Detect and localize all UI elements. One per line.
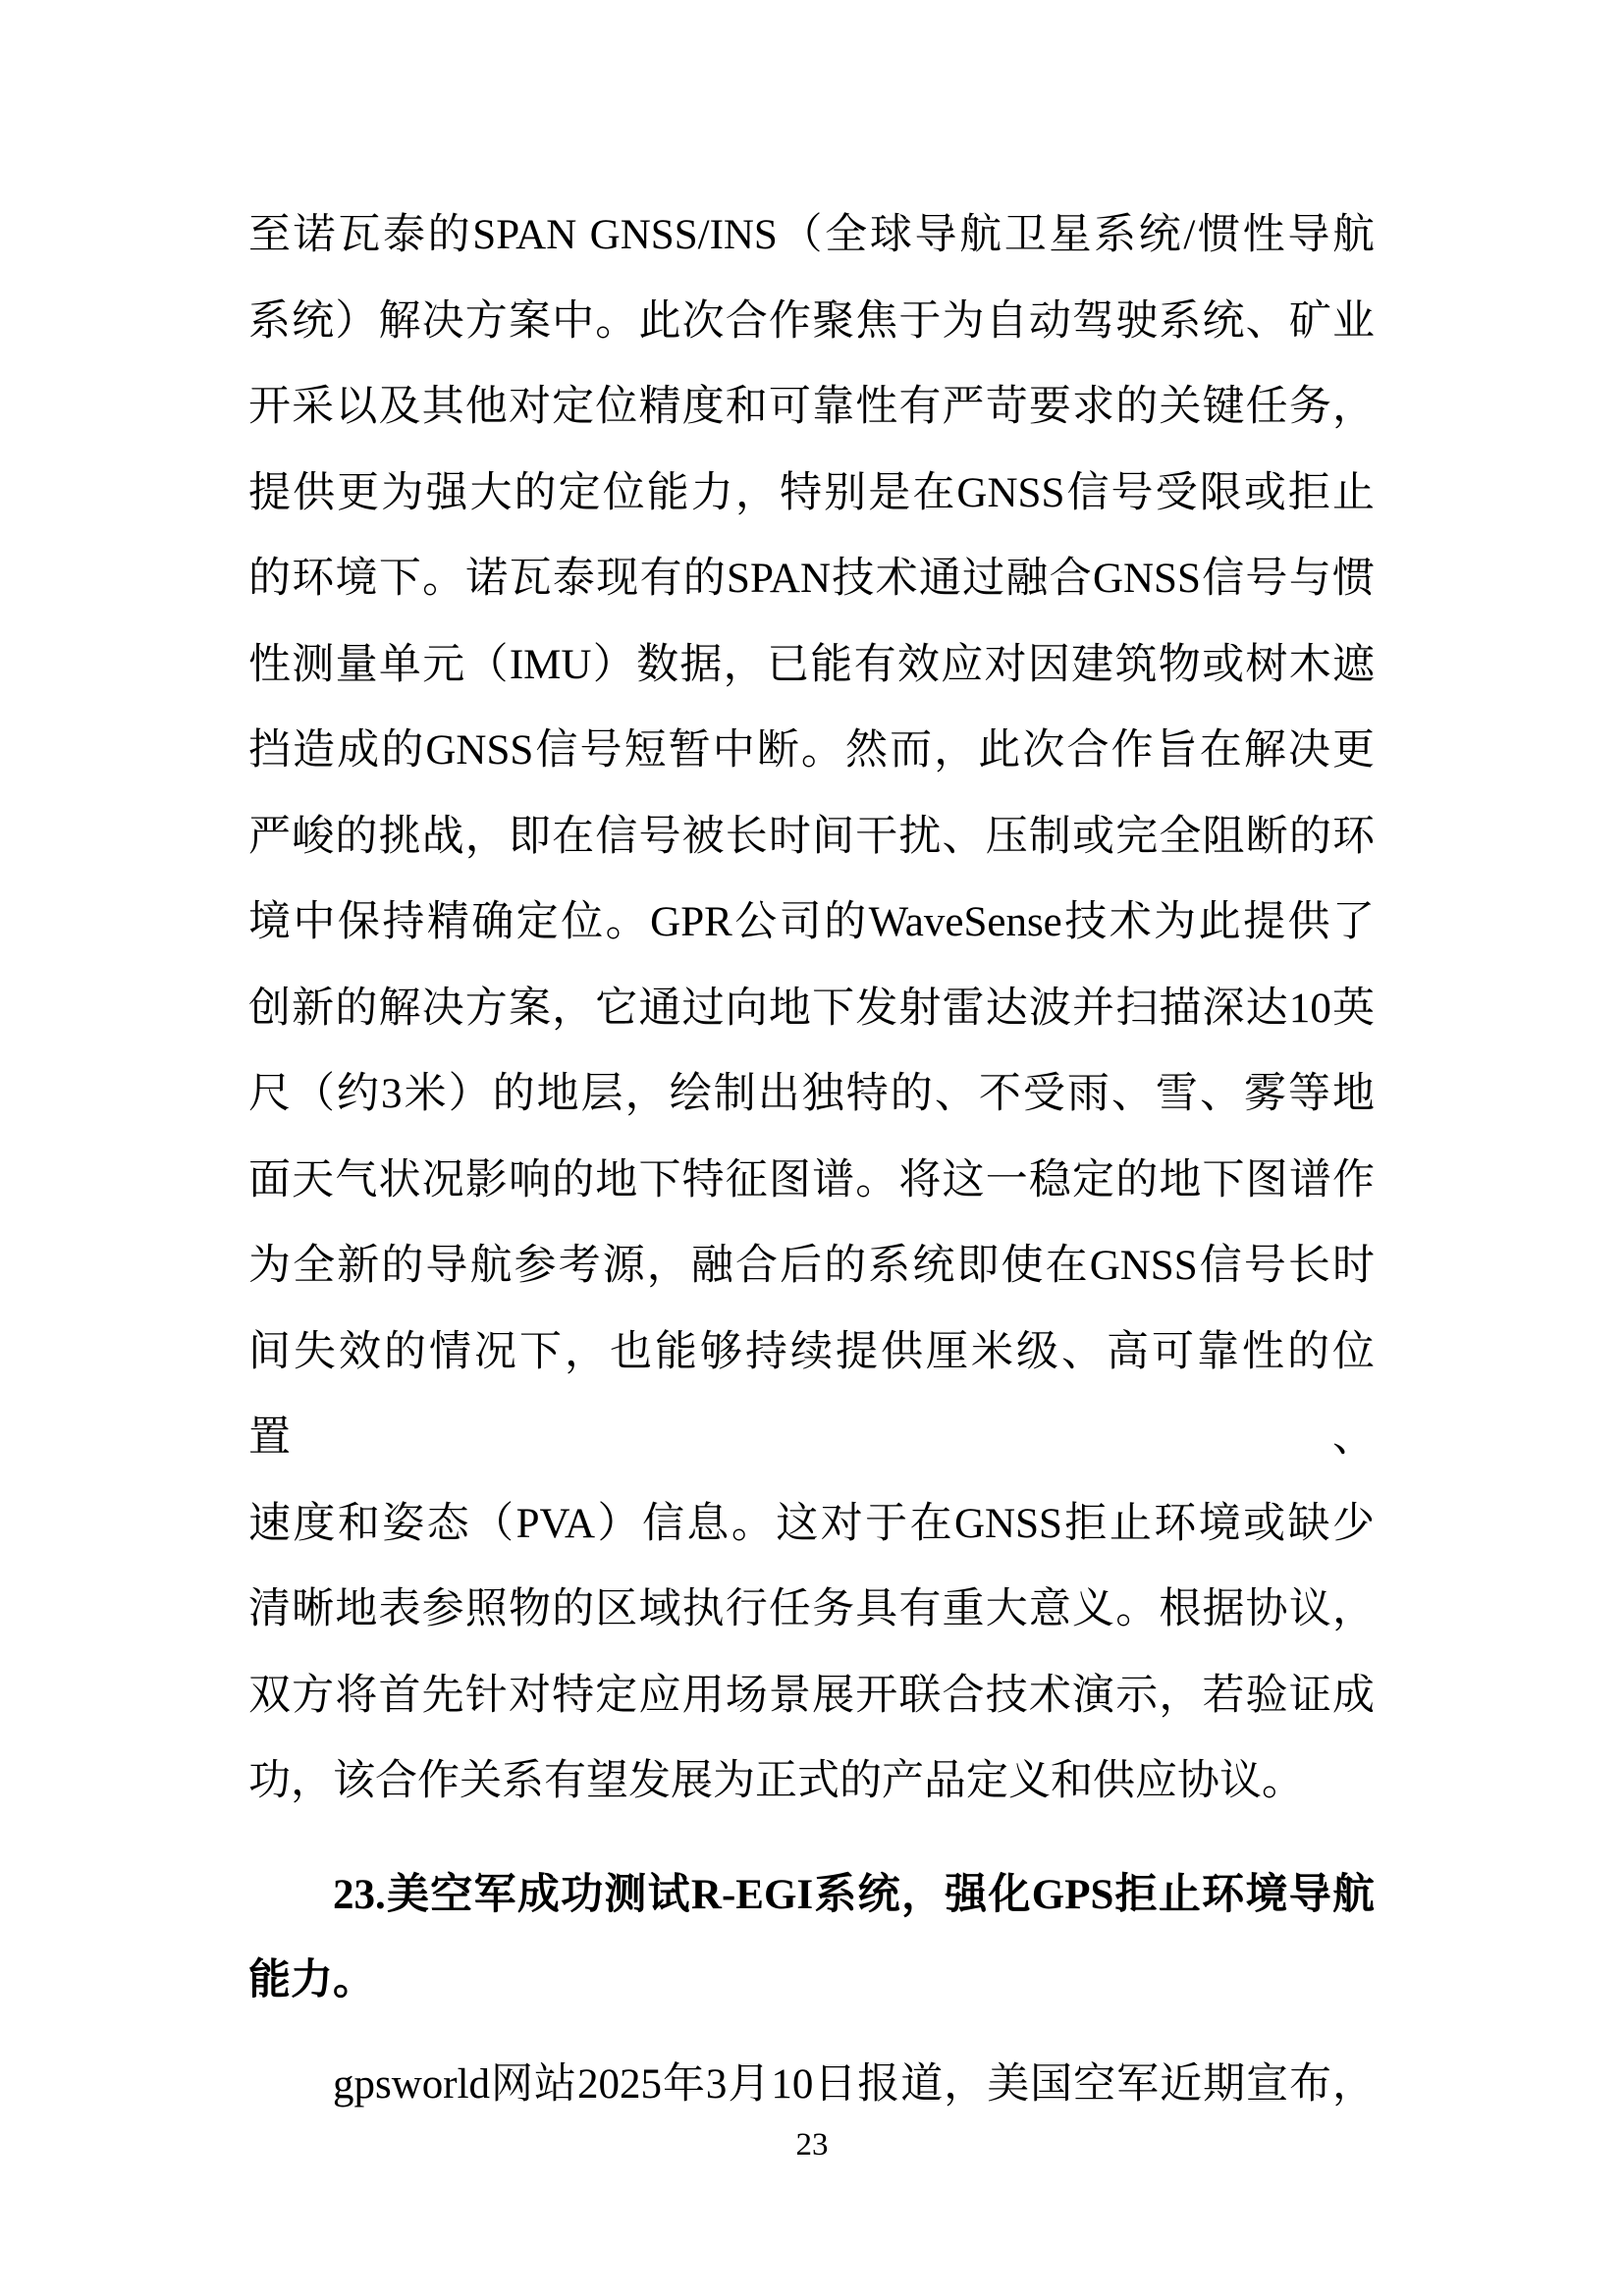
text-line: 挡造成的GNSS信号短暂中断。然而，此次合作旨在解决更 (248, 727, 1375, 774)
text-line: 双方将首先针对特定应用场景展开联合技术演示，若验证成 (248, 1672, 1375, 1719)
page-number: 23 (795, 2127, 829, 2163)
text-line: 性测量单元（IMU）数据，已能有效应对因建筑物或树木遮 (248, 641, 1375, 688)
text-line: 提供更为强大的定位能力，特别是在GNSS信号受限或拒止 (248, 469, 1375, 516)
text-line: 严峻的挑战，即在信号被长时间干扰、压制或完全阻断的环 (248, 813, 1375, 860)
text-line: gpsworld网站2025年3月10日报道，美国空军近期宣布， (333, 2060, 1375, 2108)
text-line: 清晰地表参照物的区域执行任务具有重大意义。根据协议， (248, 1586, 1375, 1632)
heading-line: 能力。 (248, 1957, 375, 2003)
text-line: 功，该合作关系有望发展为正式的产品定义和供应协议。 (248, 1758, 1304, 1804)
text-line: 境中保持精确定位。GPR公司的WaveSense技术为此提供了 (248, 899, 1375, 945)
paragraph-source (248, 2042, 1375, 2128)
text-line: 间失效的情况下，也能够持续提供厘米级、高可靠性的位置、 (248, 1328, 1375, 1461)
section-heading (248, 1852, 1375, 2024)
text-line: 至诺瓦泰的SPAN GNSS/INS（全球导航卫星系统/惯性导航 (248, 212, 1375, 258)
text-line: 面天气状况影响的地下特征图谱。将这一稳定的地下图谱作 (248, 1156, 1375, 1203)
text-line: 系统）解决方案中。此次合作聚焦于为自动驾驶系统、矿业 (248, 297, 1375, 345)
text-line: 尺（约3米）的地层，绘制出独特的、不受雨、雪、雾等地 (248, 1071, 1375, 1117)
paragraph-continued (248, 192, 1375, 1825)
text-line: 创新的解决方案，它通过向地下发射雷达波并扫描深达10英 (248, 985, 1375, 1032)
heading-line: 23.美空军成功测试R-EGI系统，强化GPS拒止环境导航 (333, 1871, 1375, 1918)
text-line: 速度和姿态（PVA）信息。这对于在GNSS拒止环境或缺少 (248, 1500, 1375, 1547)
text-line: 的环境下。诺瓦泰现有的SPAN技术通过融合GNSS信号与惯 (248, 556, 1375, 602)
text-line: 开采以及其他对定位精度和可靠性有严苛要求的关键任务， (248, 384, 1375, 430)
article-body (248, 192, 1375, 2127)
text-line: 为全新的导航参考源，融合后的系统即使在GNSS信号长时 (248, 1243, 1375, 1289)
